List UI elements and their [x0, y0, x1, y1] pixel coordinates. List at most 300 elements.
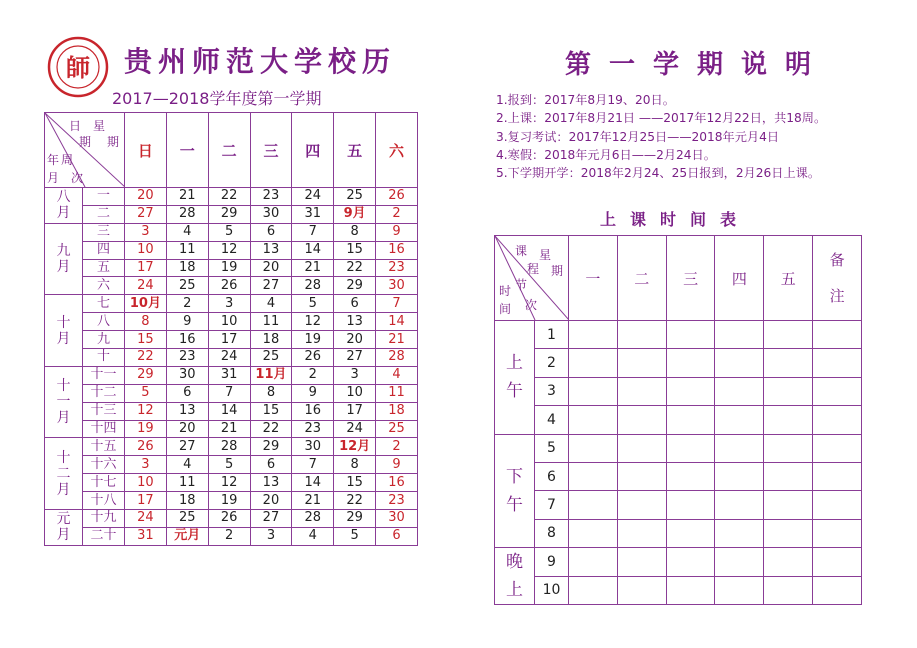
schedule-slot-cell	[569, 576, 618, 605]
schedule-slot-cell	[569, 462, 618, 490]
week-number-cell: 十一	[83, 366, 125, 384]
week-number-cell: 九	[83, 331, 125, 349]
schedule-slot-cell	[617, 491, 666, 519]
schedule-header-notes	[813, 236, 862, 321]
schedule-slot-cell	[666, 434, 715, 462]
calendar-day-cell: 21	[376, 331, 418, 349]
week-number-cell: 十	[83, 349, 125, 367]
calendar-day-cell: 14	[208, 402, 250, 420]
week-number-cell: 五	[83, 259, 125, 277]
schedule-corner-qi: 期	[551, 264, 564, 278]
month-label-cell	[45, 510, 83, 546]
note-item: 2.上课：2017年8月21日 ——2017年12月22日，共18周。	[496, 111, 827, 126]
month-label-char: 十	[56, 449, 71, 466]
period-number-cell: 1	[535, 321, 569, 349]
calendar-day-cell: 27	[125, 205, 167, 223]
calendar-day-cell: 11	[166, 474, 208, 492]
calendar-week-row	[45, 241, 418, 259]
calendar-day-cell: 7	[292, 456, 334, 474]
calendar-day-cell: 13	[166, 402, 208, 420]
month-label-char: 月	[56, 410, 71, 427]
calendar-day-cell: 5	[334, 527, 376, 545]
schedule-slot-cell	[715, 462, 764, 490]
calendar-day-cell: 20	[250, 259, 292, 277]
schedule-slot-cell	[715, 491, 764, 519]
period-number-cell: 7	[535, 491, 569, 519]
calendar-week-row	[45, 259, 418, 277]
calendar-day-cell: 19	[208, 492, 250, 510]
period-number-cell: 3	[535, 377, 569, 405]
schedule-slot-cell	[764, 434, 813, 462]
week-number-cell: 十六	[83, 456, 125, 474]
calendar-day-cell: 30	[250, 205, 292, 223]
schedule-header-tue: 二	[617, 236, 666, 321]
calendar-day-cell: 20	[166, 420, 208, 438]
calendar-day-cell: 23	[166, 349, 208, 367]
schedule-slot-cell	[764, 406, 813, 434]
calendar-day-cell: 6	[334, 295, 376, 313]
calendar-day-cell: 25	[166, 277, 208, 295]
calendar-day-cell: 24	[208, 349, 250, 367]
calendar-day-cell: 2	[376, 205, 418, 223]
calendar-day-cell: 14	[292, 474, 334, 492]
note-item: 3.复习考试：2017年12月25日——2018年元月4日	[496, 129, 780, 144]
schedule-period-row	[495, 377, 862, 405]
calendar-day-cell: 26	[208, 277, 250, 295]
corner-label-ci: 次	[71, 171, 84, 185]
calendar-day-cell: 元月	[166, 527, 208, 545]
schedule-corner-jian: 间	[499, 302, 512, 316]
calendar-day-cell: 26	[208, 510, 250, 528]
calendar-day-cell: 5	[208, 223, 250, 241]
calendar-day-cell: 8	[334, 223, 376, 241]
calendar-day-cell: 29	[208, 205, 250, 223]
calendar-day-cell: 4	[376, 366, 418, 384]
time-block-label-char: 晚	[506, 552, 523, 573]
schedule-slot-cell	[569, 491, 618, 519]
calendar-day-cell: 7	[208, 384, 250, 402]
calendar-day-cell: 31	[208, 366, 250, 384]
semester-subtitle: 2017—2018学年度第一学期	[112, 89, 322, 108]
calendar-day-cell: 19	[292, 331, 334, 349]
calendar-day-cell: 22	[334, 259, 376, 277]
calendar-day-cell: 21	[208, 420, 250, 438]
schedule-slot-cell	[764, 576, 813, 605]
university-title: 贵州师范大学校历	[124, 45, 397, 78]
calendar-day-cell: 9月	[334, 205, 376, 223]
month-label-cell	[45, 366, 83, 438]
schedule-slot-cell	[715, 349, 764, 377]
corner-label-nian: 年	[47, 153, 60, 167]
calendar-day-cell: 15	[334, 241, 376, 259]
calendar-day-cell: 29	[334, 510, 376, 528]
calendar-day-cell: 29	[250, 438, 292, 456]
schedule-slot-cell	[569, 377, 618, 405]
calendar-day-cell: 5	[208, 456, 250, 474]
schedule-period-row	[495, 406, 862, 434]
calendar-week-row	[45, 313, 418, 331]
week-number-cell: 六	[83, 277, 125, 295]
calendar-day-cell: 28	[292, 277, 334, 295]
schedule-slot-cell	[715, 548, 764, 577]
period-number-cell: 5	[535, 434, 569, 462]
schedule-slot-cell	[764, 349, 813, 377]
schedule-slot-cell	[813, 349, 862, 377]
schedule-slot-cell	[617, 406, 666, 434]
note-item: 5.下学期开学：2018年2月24、25日报到，2月26日上课。	[496, 166, 821, 181]
calendar-day-cell: 24	[334, 420, 376, 438]
calendar-week-row	[45, 474, 418, 492]
week-number-cell: 一	[83, 188, 125, 206]
calendar-day-cell: 17	[125, 492, 167, 510]
calendar-day-cell: 27	[334, 349, 376, 367]
schedule-header-row	[495, 236, 862, 321]
calendar-day-cell: 15	[125, 331, 167, 349]
week-number-cell: 十五	[83, 438, 125, 456]
calendar-header-row	[45, 113, 418, 188]
calendar-day-cell: 17	[125, 259, 167, 277]
calendar-day-cell: 27	[250, 510, 292, 528]
calendar-day-cell: 28	[208, 438, 250, 456]
semester-notes-title: 第一学期说明	[565, 50, 830, 80]
schedule-slot-cell	[813, 406, 862, 434]
corner-label-xing: 星	[93, 119, 106, 133]
schedule-slot-cell	[666, 349, 715, 377]
schedule-slot-cell	[617, 434, 666, 462]
calendar-week-row	[45, 420, 418, 438]
calendar-day-cell: 28	[292, 510, 334, 528]
time-block-label-cell	[495, 321, 535, 435]
schedule-header-fri: 五	[764, 236, 813, 321]
schedule-header-wed: 三	[666, 236, 715, 321]
week-number-cell: 十八	[83, 492, 125, 510]
weekday-header-tue: 二	[208, 113, 250, 188]
calendar-day-cell: 10	[334, 384, 376, 402]
month-label-cell	[45, 223, 83, 295]
calendar-week-row	[45, 349, 418, 367]
calendar-day-cell: 9	[292, 384, 334, 402]
calendar-day-cell: 22	[208, 188, 250, 206]
schedule-period-row	[495, 434, 862, 462]
month-label-char: 一	[56, 394, 71, 411]
calendar-week-row	[45, 188, 418, 206]
schedule-slot-cell	[617, 349, 666, 377]
schedule-period-row	[495, 491, 862, 519]
calendar-day-cell: 2	[166, 295, 208, 313]
calendar-day-cell: 15	[250, 402, 292, 420]
calendar-day-cell: 30	[166, 366, 208, 384]
period-number-cell: 4	[535, 406, 569, 434]
calendar-week-row	[45, 205, 418, 223]
week-number-cell: 八	[83, 313, 125, 331]
schedule-slot-cell	[715, 321, 764, 349]
calendar-day-cell: 21	[292, 492, 334, 510]
schedule-slot-cell	[813, 462, 862, 490]
calendar-day-cell: 9	[376, 223, 418, 241]
calendar-day-cell: 23	[250, 188, 292, 206]
corner-label-yue: 月	[47, 171, 60, 185]
calendar-day-cell: 10	[125, 474, 167, 492]
calendar-day-cell: 20	[250, 492, 292, 510]
calendar-day-cell: 15	[334, 474, 376, 492]
schedule-slot-cell	[715, 434, 764, 462]
calendar-day-cell: 4	[166, 456, 208, 474]
calendar-day-cell: 24	[125, 277, 167, 295]
schedule-slot-cell	[764, 462, 813, 490]
calendar-week-row	[45, 277, 418, 295]
calendar-day-cell: 21	[292, 259, 334, 277]
corner-label-qi: 期	[79, 135, 92, 149]
calendar-day-cell: 26	[125, 438, 167, 456]
calendar-day-cell: 12	[208, 474, 250, 492]
calendar-day-cell: 6	[166, 384, 208, 402]
calendar-day-cell: 8	[250, 384, 292, 402]
calendar-day-cell: 4	[166, 223, 208, 241]
schedule-slot-cell	[666, 462, 715, 490]
calendar-day-cell: 6	[376, 527, 418, 545]
calendar-day-cell: 14	[292, 241, 334, 259]
calendar-day-cell: 18	[376, 402, 418, 420]
schedule-slot-cell	[666, 519, 715, 547]
period-number-cell: 9	[535, 548, 569, 577]
calendar-day-cell: 3	[125, 456, 167, 474]
calendar-corner-cell	[45, 113, 125, 188]
calendar-day-cell: 23	[376, 492, 418, 510]
note-item: 4.寒假：2018年元月6日——2月24日。	[496, 147, 716, 162]
week-number-cell: 二	[83, 205, 125, 223]
calendar-day-cell: 28	[376, 349, 418, 367]
weekday-header-thu: 四	[292, 113, 334, 188]
calendar-day-cell: 3	[208, 295, 250, 313]
calendar-week-row	[45, 295, 418, 313]
calendar-day-cell: 12	[208, 241, 250, 259]
month-label-char: 十	[56, 378, 71, 395]
schedule-slot-cell	[813, 491, 862, 519]
calendar-week-row	[45, 510, 418, 528]
corner-label-zhou: 周	[61, 153, 74, 167]
month-label-char: 二	[56, 465, 71, 482]
calendar-day-cell: 24	[125, 510, 167, 528]
schedule-slot-cell	[813, 321, 862, 349]
schedule-slot-cell	[813, 519, 862, 547]
calendar-day-cell: 19	[125, 420, 167, 438]
week-number-cell: 三	[83, 223, 125, 241]
calendar-day-cell: 13	[250, 241, 292, 259]
calendar-day-cell: 11	[376, 384, 418, 402]
schedule-period-row	[495, 548, 862, 577]
week-number-cell: 十二	[83, 384, 125, 402]
schedule-slot-cell	[666, 548, 715, 577]
university-seal-icon	[47, 36, 109, 98]
calendar-day-cell: 9	[166, 313, 208, 331]
weekday-header-sun: 日	[125, 113, 167, 188]
calendar-day-cell: 11	[250, 313, 292, 331]
schedule-slot-cell	[569, 519, 618, 547]
week-number-cell: 十三	[83, 402, 125, 420]
note-item: 1.报到：2017年8月19、20日。	[496, 93, 675, 107]
calendar-day-cell: 26	[292, 349, 334, 367]
schedule-period-row	[495, 462, 862, 490]
time-block-label-cell	[495, 548, 535, 605]
schedule-slot-cell	[813, 377, 862, 405]
schedule-period-row	[495, 321, 862, 349]
schedule-slot-cell	[764, 519, 813, 547]
calendar-week-row	[45, 223, 418, 241]
time-block-label-char: 午	[506, 494, 523, 515]
schedule-slot-cell	[617, 462, 666, 490]
period-number-cell: 2	[535, 349, 569, 377]
month-label-char: 元	[56, 511, 71, 528]
schedule-corner-xing: 星	[539, 248, 552, 262]
weekday-header-fri: 五	[334, 113, 376, 188]
calendar-day-cell: 9	[376, 456, 418, 474]
schedule-corner-jie: 节	[515, 278, 528, 292]
calendar-day-cell: 30	[292, 438, 334, 456]
calendar-day-cell: 27	[166, 438, 208, 456]
calendar-day-cell: 25	[166, 510, 208, 528]
calendar-day-cell: 12月	[334, 438, 376, 456]
schedule-corner-cell	[495, 236, 569, 321]
calendar-week-row	[45, 438, 418, 456]
schedule-slot-cell	[666, 491, 715, 519]
calendar-day-cell: 13	[334, 313, 376, 331]
schedule-corner-cheng: 程	[527, 262, 540, 276]
calendar-day-cell: 31	[125, 527, 167, 545]
calendar-day-cell: 22	[250, 420, 292, 438]
calendar-day-cell: 4	[250, 295, 292, 313]
calendar-day-cell: 2	[208, 527, 250, 545]
time-block-label-cell	[495, 434, 535, 548]
week-number-cell: 十七	[83, 474, 125, 492]
calendar-day-cell: 10	[208, 313, 250, 331]
calendar-day-cell: 8	[334, 456, 376, 474]
calendar-week-row	[45, 492, 418, 510]
calendar-day-cell: 17	[208, 331, 250, 349]
schedule-slot-cell	[617, 548, 666, 577]
week-number-cell: 二十	[83, 527, 125, 545]
calendar-day-cell: 25	[250, 349, 292, 367]
calendar-day-cell: 7	[376, 295, 418, 313]
calendar-day-cell: 25	[376, 420, 418, 438]
schedule-period-row	[495, 349, 862, 377]
period-number-cell: 10	[535, 576, 569, 605]
month-label-char: 月	[56, 205, 71, 222]
calendar-week-row	[45, 384, 418, 402]
schedule-slot-cell	[666, 406, 715, 434]
calendar-day-cell: 16	[376, 474, 418, 492]
schedule-header-mon: 一	[569, 236, 618, 321]
calendar-day-cell: 19	[208, 259, 250, 277]
calendar-day-cell: 13	[250, 474, 292, 492]
schedule-slot-cell	[569, 321, 618, 349]
schedule-header-thu: 四	[715, 236, 764, 321]
calendar-day-cell: 29	[125, 366, 167, 384]
calendar-day-cell: 24	[292, 188, 334, 206]
corner-label-qi2: 期	[107, 135, 120, 149]
calendar-day-cell: 7	[292, 223, 334, 241]
corner-label-day: 日	[69, 119, 82, 133]
schedule-slot-cell	[813, 434, 862, 462]
calendar-day-cell: 20	[125, 188, 167, 206]
schedule-slot-cell	[813, 548, 862, 577]
month-label-char: 月	[56, 481, 71, 498]
calendar-day-cell: 21	[166, 188, 208, 206]
calendar-day-cell: 18	[166, 259, 208, 277]
month-label-cell	[45, 295, 83, 367]
schedule-slot-cell	[617, 377, 666, 405]
week-number-cell: 四	[83, 241, 125, 259]
month-label-cell	[45, 188, 83, 224]
month-label-char: 八	[56, 189, 71, 206]
calendar-day-cell: 6	[250, 223, 292, 241]
semester-calendar-table	[44, 112, 418, 546]
calendar-week-row	[45, 331, 418, 349]
calendar-day-cell: 28	[166, 205, 208, 223]
schedule-slot-cell	[617, 321, 666, 349]
week-number-cell: 七	[83, 295, 125, 313]
week-number-cell: 十四	[83, 420, 125, 438]
calendar-day-cell: 10月	[125, 295, 167, 313]
calendar-day-cell: 2	[292, 366, 334, 384]
calendar-day-cell: 5	[125, 384, 167, 402]
calendar-day-cell: 10	[125, 241, 167, 259]
schedule-slot-cell	[569, 548, 618, 577]
month-label-char: 十	[56, 314, 71, 331]
class-schedule-title: 上课时间表	[600, 210, 751, 229]
calendar-day-cell: 31	[292, 205, 334, 223]
calendar-day-cell: 17	[334, 402, 376, 420]
notes-header-char: 注	[829, 287, 845, 305]
calendar-day-cell: 6	[250, 456, 292, 474]
calendar-day-cell: 18	[250, 331, 292, 349]
schedule-slot-cell	[813, 576, 862, 605]
schedule-slot-cell	[569, 349, 618, 377]
calendar-week-row	[45, 402, 418, 420]
schedule-slot-cell	[715, 406, 764, 434]
calendar-day-cell: 12	[125, 402, 167, 420]
schedule-slot-cell	[617, 519, 666, 547]
calendar-day-cell: 18	[166, 492, 208, 510]
calendar-day-cell: 4	[292, 527, 334, 545]
class-schedule-table	[494, 235, 862, 605]
schedule-period-row	[495, 519, 862, 547]
time-block-label-char: 下	[506, 466, 523, 487]
calendar-day-cell: 23	[292, 420, 334, 438]
calendar-day-cell: 16	[376, 241, 418, 259]
schedule-slot-cell	[715, 576, 764, 605]
calendar-day-cell: 16	[166, 331, 208, 349]
schedule-slot-cell	[715, 519, 764, 547]
month-label-char: 九	[56, 243, 71, 260]
calendar-day-cell: 3	[250, 527, 292, 545]
month-label-char: 月	[56, 330, 71, 347]
calendar-day-cell: 8	[125, 313, 167, 331]
calendar-day-cell: 29	[334, 277, 376, 295]
schedule-corner-ci: 次	[525, 298, 538, 312]
calendar-day-cell: 5	[292, 295, 334, 313]
calendar-week-row	[45, 456, 418, 474]
calendar-day-cell: 30	[376, 510, 418, 528]
calendar-day-cell: 30	[376, 277, 418, 295]
time-block-label-char: 午	[506, 381, 523, 402]
time-block-label-char: 上	[506, 580, 523, 601]
calendar-day-cell: 22	[334, 492, 376, 510]
calendar-day-cell: 27	[250, 277, 292, 295]
calendar-day-cell: 3	[334, 366, 376, 384]
calendar-day-cell: 25	[334, 188, 376, 206]
schedule-corner-ke: 课	[515, 244, 528, 258]
time-block-label-char: 上	[506, 353, 523, 374]
